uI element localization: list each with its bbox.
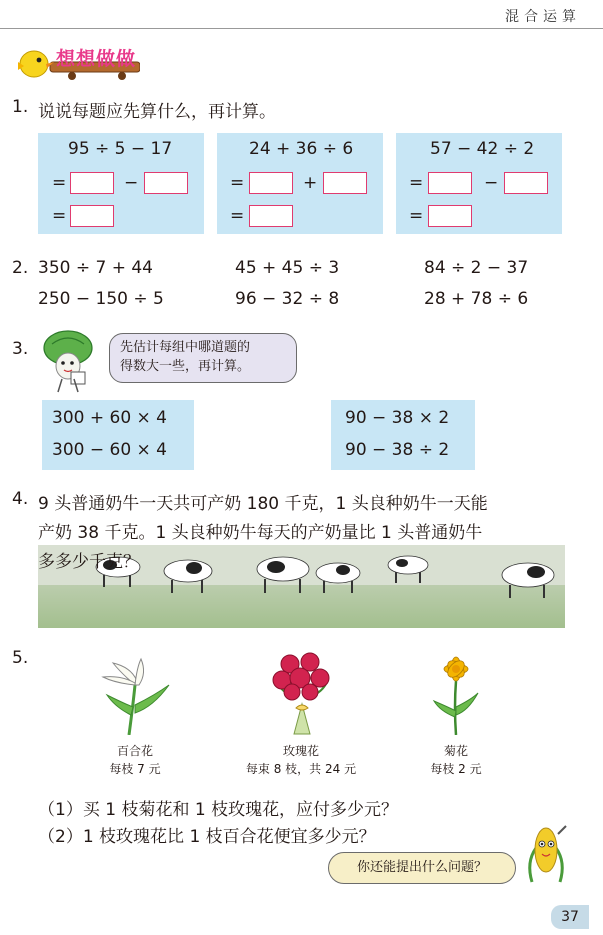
chapter-title: 混合运算 [505, 9, 581, 25]
operator-sign: − [484, 173, 499, 193]
equals-sign: = [409, 206, 424, 226]
lily-caption [90, 742, 180, 778]
question-4-number: 4. [12, 489, 29, 509]
answer-blank[interactable] [249, 205, 293, 227]
calc-box-2-expression: 24 + 36 ÷ 6 [249, 139, 354, 159]
flower-name: 菊花 [443, 744, 468, 758]
answer-blank[interactable] [323, 172, 367, 194]
flower-name: 玫瑰花 [282, 744, 319, 758]
rose-caption [228, 742, 374, 778]
question-4-line: 产奶 38 千克。1 头良种奶牛每天的产奶量比 1 头普通奶牛 [38, 523, 483, 543]
question-5-sub-1: （1）买 1 枝菊花和 1 枝玫瑰花，应付多少元？ [38, 800, 399, 820]
question-4-line: 多多少千克？ [38, 552, 140, 572]
rose-bouquet-icon [268, 648, 336, 736]
question-prompt-bubble: 你还能提出什么问题？ [328, 852, 516, 884]
hint-speech-bubble [109, 333, 297, 383]
expression-item: 90 − 38 ÷ 2 [345, 440, 450, 460]
flower-name: 百合花 [116, 744, 153, 758]
operator-sign: + [303, 173, 318, 193]
expression-item: 350 ÷ 7 + 44 [38, 258, 153, 278]
expression-item: 28 + 78 ÷ 6 [424, 289, 529, 309]
expression-item: 84 ÷ 2 − 37 [424, 258, 529, 278]
answer-blank[interactable] [428, 205, 472, 227]
answer-blank[interactable] [504, 172, 548, 194]
equals-sign: = [52, 206, 67, 226]
calc-box-3 [396, 133, 562, 234]
flower-price: 每束 8 枝，共 24 元 [245, 762, 357, 776]
question-3-number: 3. [12, 339, 29, 359]
calc-box-1 [38, 133, 204, 234]
expression-item: 90 − 38 × 2 [345, 408, 450, 428]
answer-blank[interactable] [70, 172, 114, 194]
question-4-line: 9 头普通奶牛一天共可产奶 180 千克，1 头良种奶牛一天能 [38, 494, 488, 514]
expression-item: 96 − 32 ÷ 8 [235, 289, 340, 309]
flower-price: 每枝 7 元 [109, 762, 161, 776]
header-divider [0, 28, 603, 29]
answer-blank[interactable] [70, 205, 114, 227]
equals-sign: = [52, 173, 67, 193]
equals-sign: = [409, 173, 424, 193]
question-2-number: 2. [12, 258, 29, 278]
calc-box-1-expression: 95 ÷ 5 − 17 [68, 139, 173, 159]
calc-box-3-expression: 57 − 42 ÷ 2 [430, 139, 535, 159]
flower-price: 每枝 2 元 [430, 762, 482, 776]
question-5-number: 5. [12, 648, 29, 668]
question-1-number: 1. [12, 97, 29, 117]
hint-line: 先估计每组中哪道题的 [120, 340, 251, 355]
calc-box-2 [217, 133, 383, 234]
expression-item: 300 + 60 × 4 [52, 408, 167, 428]
corn-mascot-icon [522, 822, 570, 884]
lily-flower-icon [95, 655, 175, 735]
equals-sign: = [230, 206, 245, 226]
compare-group-1 [42, 400, 194, 470]
answer-blank[interactable] [144, 172, 188, 194]
answer-blank[interactable] [249, 172, 293, 194]
page-number: 37 [551, 905, 589, 929]
expression-item: 250 − 150 ÷ 5 [38, 289, 164, 309]
question-5-sub-2: （2）1 枝玫瑰花比 1 枝百合花便宜多少元？ [38, 827, 376, 847]
compare-group-2 [331, 400, 475, 470]
operator-sign: − [124, 173, 139, 193]
chrysanthemum-icon [428, 655, 484, 735]
section-title: 想想做做 [56, 48, 137, 70]
expression-item: 300 − 60 × 4 [52, 440, 167, 460]
chrysanthemum-caption [412, 742, 500, 778]
equals-sign: = [230, 173, 245, 193]
question-1-text: 说说每题应先算什么，再计算。 [38, 102, 276, 122]
answer-blank[interactable] [428, 172, 472, 194]
expression-item: 45 + 45 ÷ 3 [235, 258, 340, 278]
cabbage-mascot-icon [38, 328, 98, 394]
hint-line: 得数大一些，再计算。 [120, 359, 251, 374]
